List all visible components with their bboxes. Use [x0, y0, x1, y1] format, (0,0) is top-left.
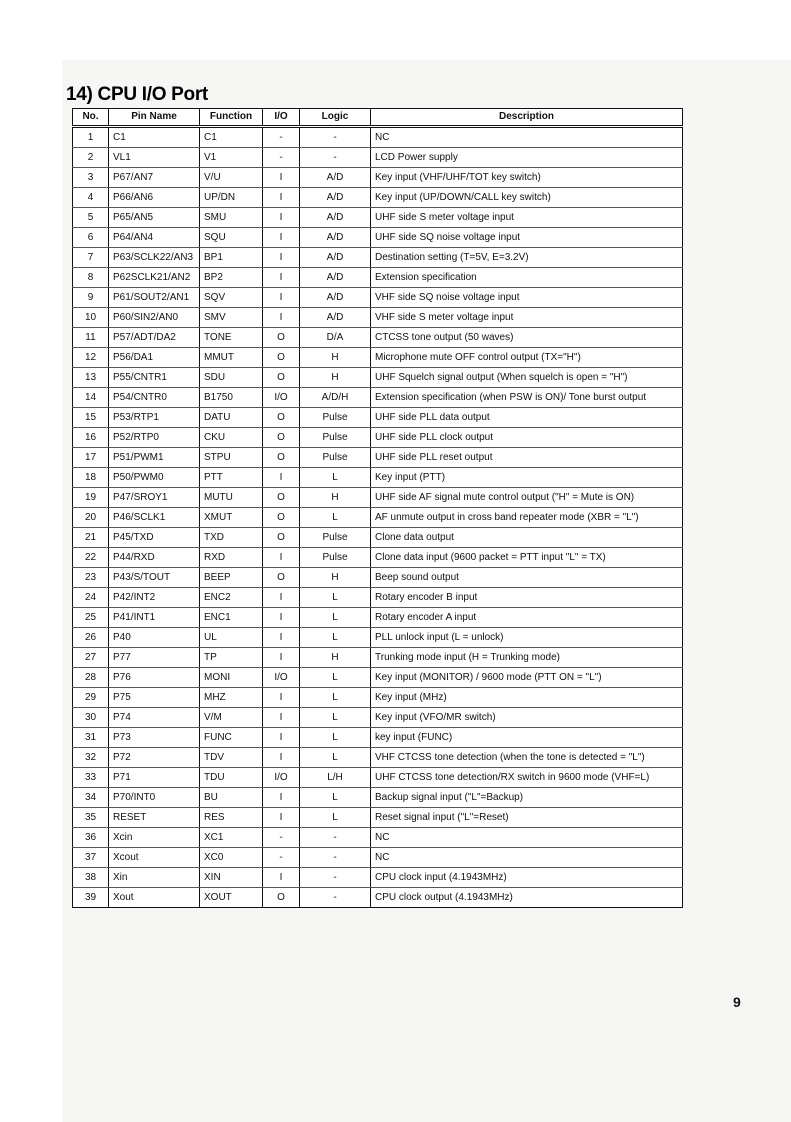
- cell-logic: H: [300, 488, 371, 508]
- cell-description: UHF side AF signal mute control output ("H" = Mute is ON): [371, 488, 683, 508]
- cell-description: Microphone mute OFF control output (TX="H"): [371, 348, 683, 368]
- cell-function: MHZ: [200, 688, 263, 708]
- table-row: [73, 408, 683, 428]
- header-function: Function: [200, 109, 263, 127]
- cell-logic: L: [300, 468, 371, 488]
- cell-no: 8: [73, 268, 109, 288]
- table-row: [73, 648, 683, 668]
- cell-description: NC: [371, 848, 683, 868]
- cell-function: BU: [200, 788, 263, 808]
- cell-pin-name: P61/SOUT2/AN1: [109, 288, 200, 308]
- cell-no: 6: [73, 228, 109, 248]
- cell-io: I: [263, 228, 300, 248]
- cell-no: 9: [73, 288, 109, 308]
- cell-function: C1: [200, 127, 263, 148]
- cpu-io-port-table: [72, 108, 683, 908]
- cell-logic: L: [300, 808, 371, 828]
- cell-logic: H: [300, 368, 371, 388]
- cell-function: BP1: [200, 248, 263, 268]
- cell-no: 22: [73, 548, 109, 568]
- table-row: [73, 688, 683, 708]
- cell-io: -: [263, 848, 300, 868]
- cell-function: TP: [200, 648, 263, 668]
- cell-logic: L: [300, 668, 371, 688]
- cell-function: TDV: [200, 748, 263, 768]
- cell-pin-name: P70/INT0: [109, 788, 200, 808]
- cell-logic: L: [300, 748, 371, 768]
- cell-io: I: [263, 288, 300, 308]
- cell-io: I: [263, 748, 300, 768]
- cell-logic: H: [300, 648, 371, 668]
- cell-logic: -: [300, 127, 371, 148]
- cell-description: Key input (PTT): [371, 468, 683, 488]
- table-row: [73, 548, 683, 568]
- cell-logic: -: [300, 888, 371, 908]
- cell-function: ENC1: [200, 608, 263, 628]
- table-row: [73, 248, 683, 268]
- cell-pin-name: P57/ADT/DA2: [109, 328, 200, 348]
- cell-io: O: [263, 368, 300, 388]
- cell-no: 25: [73, 608, 109, 628]
- cell-description: key input (FUNC): [371, 728, 683, 748]
- table-row: [73, 528, 683, 548]
- cell-logic: A/D: [300, 228, 371, 248]
- table-row: [73, 308, 683, 328]
- table-row: [73, 808, 683, 828]
- cell-logic: -: [300, 828, 371, 848]
- table-row: [73, 748, 683, 768]
- cell-pin-name: P67/AN7: [109, 168, 200, 188]
- cell-function: MONI: [200, 668, 263, 688]
- cell-io: I: [263, 808, 300, 828]
- table-row: [73, 728, 683, 748]
- cell-no: 31: [73, 728, 109, 748]
- cell-io: I: [263, 208, 300, 228]
- cell-description: Extension specification: [371, 268, 683, 288]
- cell-logic: Pulse: [300, 448, 371, 468]
- table-row: [73, 568, 683, 588]
- cell-pin-name: P66/AN6: [109, 188, 200, 208]
- table-row: [73, 348, 683, 368]
- cell-description: Key input (MHz): [371, 688, 683, 708]
- cell-logic: A/D: [300, 308, 371, 328]
- cell-io: I/O: [263, 388, 300, 408]
- cell-pin-name: P73: [109, 728, 200, 748]
- page-number: 9: [733, 994, 741, 1010]
- cell-function: DATU: [200, 408, 263, 428]
- cell-description: AF unmute output in cross band repeater mode (XBR = "L"): [371, 508, 683, 528]
- cell-pin-name: Xcout: [109, 848, 200, 868]
- cell-logic: Pulse: [300, 408, 371, 428]
- cell-logic: D/A: [300, 328, 371, 348]
- cell-io: -: [263, 127, 300, 148]
- cell-function: SMU: [200, 208, 263, 228]
- cell-no: 18: [73, 468, 109, 488]
- cell-no: 21: [73, 528, 109, 548]
- cell-io: I: [263, 788, 300, 808]
- cell-io: O: [263, 448, 300, 468]
- cell-pin-name: P53/RTP1: [109, 408, 200, 428]
- cell-function: XIN: [200, 868, 263, 888]
- cell-io: I: [263, 708, 300, 728]
- cell-logic: L/H: [300, 768, 371, 788]
- cell-no: 16: [73, 428, 109, 448]
- cell-io: I: [263, 268, 300, 288]
- cell-description: NC: [371, 828, 683, 848]
- table-row: [73, 288, 683, 308]
- cell-description: Extension specification (when PSW is ON)/ Tone burst output: [371, 388, 683, 408]
- cell-description: UHF side PLL clock output: [371, 428, 683, 448]
- cell-function: BP2: [200, 268, 263, 288]
- cell-function: TXD: [200, 528, 263, 548]
- cell-logic: -: [300, 148, 371, 168]
- cell-pin-name: RESET: [109, 808, 200, 828]
- cell-io: I: [263, 608, 300, 628]
- cell-function: XMUT: [200, 508, 263, 528]
- cell-io: I: [263, 588, 300, 608]
- cell-logic: L: [300, 508, 371, 528]
- cell-description: Key input (VHF/UHF/TOT key switch): [371, 168, 683, 188]
- cell-description: Key input (UP/DOWN/CALL key switch): [371, 188, 683, 208]
- cell-description: NC: [371, 127, 683, 148]
- cell-pin-name: P50/PWM0: [109, 468, 200, 488]
- table-row: [73, 148, 683, 168]
- cell-no: 11: [73, 328, 109, 348]
- cell-no: 10: [73, 308, 109, 328]
- table-row: [73, 828, 683, 848]
- cell-io: O: [263, 428, 300, 448]
- cell-pin-name: P62SCLK21/AN2: [109, 268, 200, 288]
- cell-no: 34: [73, 788, 109, 808]
- cell-logic: L: [300, 788, 371, 808]
- cell-pin-name: P63/SCLK22/AN3: [109, 248, 200, 268]
- cell-function: SQV: [200, 288, 263, 308]
- cell-logic: A/D: [300, 208, 371, 228]
- cell-io: I: [263, 308, 300, 328]
- cell-function: XOUT: [200, 888, 263, 908]
- table-row: [73, 188, 683, 208]
- cell-no: 37: [73, 848, 109, 868]
- cell-no: 4: [73, 188, 109, 208]
- table-row: [73, 168, 683, 188]
- cell-pin-name: P40: [109, 628, 200, 648]
- cell-description: VHF side S meter voltage input: [371, 308, 683, 328]
- cell-io: O: [263, 328, 300, 348]
- table-row: [73, 488, 683, 508]
- cell-no: 7: [73, 248, 109, 268]
- cell-pin-name: P43/S/TOUT: [109, 568, 200, 588]
- table-row: [73, 608, 683, 628]
- header-io: I/O: [263, 109, 300, 127]
- cell-no: 1: [73, 127, 109, 148]
- cell-no: 30: [73, 708, 109, 728]
- cell-no: 39: [73, 888, 109, 908]
- cell-function: STPU: [200, 448, 263, 468]
- cell-no: 29: [73, 688, 109, 708]
- cell-io: I: [263, 188, 300, 208]
- cell-pin-name: P72: [109, 748, 200, 768]
- cell-function: V/M: [200, 708, 263, 728]
- cell-logic: -: [300, 868, 371, 888]
- cell-pin-name: P71: [109, 768, 200, 788]
- cell-description: Trunking mode input (H = Trunking mode): [371, 648, 683, 668]
- table-row: [73, 268, 683, 288]
- cell-io: I: [263, 688, 300, 708]
- cell-function: MMUT: [200, 348, 263, 368]
- cell-io: I: [263, 728, 300, 748]
- cell-logic: A/D: [300, 168, 371, 188]
- cell-io: I/O: [263, 768, 300, 788]
- cell-pin-name: P45/TXD: [109, 528, 200, 548]
- cell-function: CKU: [200, 428, 263, 448]
- cell-logic: Pulse: [300, 548, 371, 568]
- cell-function: V1: [200, 148, 263, 168]
- table-row: [73, 768, 683, 788]
- cell-logic: Pulse: [300, 428, 371, 448]
- cell-logic: L: [300, 728, 371, 748]
- cell-io: I: [263, 248, 300, 268]
- cell-logic: A/D: [300, 248, 371, 268]
- cell-logic: L: [300, 588, 371, 608]
- cell-pin-name: P65/AN5: [109, 208, 200, 228]
- cell-function: PTT: [200, 468, 263, 488]
- cell-description: UHF side PLL reset output: [371, 448, 683, 468]
- table-row: [73, 868, 683, 888]
- table-row: [73, 588, 683, 608]
- header-pin-name: Pin Name: [109, 109, 200, 127]
- cell-no: 26: [73, 628, 109, 648]
- cell-no: 19: [73, 488, 109, 508]
- table-row: [73, 388, 683, 408]
- cell-pin-name: Xcin: [109, 828, 200, 848]
- cell-no: 2: [73, 148, 109, 168]
- cell-description: Clone data output: [371, 528, 683, 548]
- cell-description: PLL unlock input (L = unlock): [371, 628, 683, 648]
- cell-io: I/O: [263, 668, 300, 688]
- cell-description: Backup signal input ("L"=Backup): [371, 788, 683, 808]
- cell-logic: L: [300, 608, 371, 628]
- cell-description: UHF Squelch signal output (When squelch is open = "H"): [371, 368, 683, 388]
- cell-description: VHF CTCSS tone detection (when the tone is detected = "L"): [371, 748, 683, 768]
- cell-description: UHF side SQ noise voltage input: [371, 228, 683, 248]
- cell-no: 27: [73, 648, 109, 668]
- cell-pin-name: P42/INT2: [109, 588, 200, 608]
- cell-io: O: [263, 348, 300, 368]
- cell-description: LCD Power supply: [371, 148, 683, 168]
- cell-function: XC0: [200, 848, 263, 868]
- cell-function: XC1: [200, 828, 263, 848]
- table-row: [73, 428, 683, 448]
- cell-io: I: [263, 868, 300, 888]
- cell-no: 17: [73, 448, 109, 468]
- table-row: [73, 368, 683, 388]
- cell-pin-name: P77: [109, 648, 200, 668]
- cell-function: UL: [200, 628, 263, 648]
- cell-pin-name: P51/PWM1: [109, 448, 200, 468]
- cell-logic: Pulse: [300, 528, 371, 548]
- cell-no: 36: [73, 828, 109, 848]
- cell-logic: H: [300, 568, 371, 588]
- cell-description: Destination setting (T=5V, E=3.2V): [371, 248, 683, 268]
- table-row: [73, 788, 683, 808]
- cell-io: I: [263, 468, 300, 488]
- cell-logic: A/D: [300, 188, 371, 208]
- cell-io: O: [263, 408, 300, 428]
- cell-function: MUTU: [200, 488, 263, 508]
- cell-function: V/U: [200, 168, 263, 188]
- table-row: [73, 628, 683, 648]
- cell-function: SDU: [200, 368, 263, 388]
- cell-pin-name: P47/SROY1: [109, 488, 200, 508]
- cell-pin-name: P55/CNTR1: [109, 368, 200, 388]
- cell-io: O: [263, 488, 300, 508]
- table-row: [73, 468, 683, 488]
- table-row: [73, 708, 683, 728]
- cell-io: O: [263, 528, 300, 548]
- cell-logic: L: [300, 688, 371, 708]
- cell-function: FUNC: [200, 728, 263, 748]
- cell-function: BEEP: [200, 568, 263, 588]
- cell-io: O: [263, 568, 300, 588]
- cell-pin-name: P76: [109, 668, 200, 688]
- cell-description: Clone data input (9600 packet = PTT input "L" = TX): [371, 548, 683, 568]
- cell-function: B1750: [200, 388, 263, 408]
- cell-no: 28: [73, 668, 109, 688]
- cell-pin-name: P54/CNTR0: [109, 388, 200, 408]
- cell-function: TONE: [200, 328, 263, 348]
- cell-pin-name: P60/SIN2/AN0: [109, 308, 200, 328]
- cell-description: Key input (VFO/MR switch): [371, 708, 683, 728]
- table-row: [73, 127, 683, 148]
- cell-io: O: [263, 888, 300, 908]
- cell-io: I: [263, 168, 300, 188]
- cell-no: 13: [73, 368, 109, 388]
- cell-function: SMV: [200, 308, 263, 328]
- cell-logic: A/D: [300, 288, 371, 308]
- cell-description: UHF side S meter voltage input: [371, 208, 683, 228]
- cell-no: 15: [73, 408, 109, 428]
- cell-no: 35: [73, 808, 109, 828]
- header-description: Description: [371, 109, 683, 127]
- cell-description: Rotary encoder A input: [371, 608, 683, 628]
- cell-pin-name: P64/AN4: [109, 228, 200, 248]
- cell-description: Key input (MONITOR) / 9600 mode (PTT ON = "L"): [371, 668, 683, 688]
- cell-logic: H: [300, 348, 371, 368]
- cell-description: VHF side SQ noise voltage input: [371, 288, 683, 308]
- cell-pin-name: VL1: [109, 148, 200, 168]
- table-row: [73, 228, 683, 248]
- cell-function: TDU: [200, 768, 263, 788]
- table-row: [73, 448, 683, 468]
- cell-pin-name: C1: [109, 127, 200, 148]
- cell-pin-name: P74: [109, 708, 200, 728]
- table-row: [73, 888, 683, 908]
- table-row: [73, 208, 683, 228]
- cell-pin-name: Xin: [109, 868, 200, 888]
- table-body: [73, 127, 683, 908]
- cell-no: 24: [73, 588, 109, 608]
- table-row: [73, 508, 683, 528]
- cell-no: 32: [73, 748, 109, 768]
- cell-description: CPU clock input (4.1943MHz): [371, 868, 683, 888]
- cell-io: -: [263, 828, 300, 848]
- cell-no: 38: [73, 868, 109, 888]
- cell-io: I: [263, 548, 300, 568]
- cell-no: 3: [73, 168, 109, 188]
- cell-description: Reset signal input ("L"=Reset): [371, 808, 683, 828]
- table-row: [73, 668, 683, 688]
- cell-pin-name: P44/RXD: [109, 548, 200, 568]
- cell-logic: A/D: [300, 268, 371, 288]
- cell-pin-name: Xout: [109, 888, 200, 908]
- cell-function: ENC2: [200, 588, 263, 608]
- cell-description: CTCSS tone output (50 waves): [371, 328, 683, 348]
- cell-function: SQU: [200, 228, 263, 248]
- cell-pin-name: P52/RTP0: [109, 428, 200, 448]
- cell-function: UP/DN: [200, 188, 263, 208]
- cell-io: I: [263, 648, 300, 668]
- header-logic: Logic: [300, 109, 371, 127]
- cell-no: 33: [73, 768, 109, 788]
- cell-function: RES: [200, 808, 263, 828]
- cell-description: UHF side PLL data output: [371, 408, 683, 428]
- cell-description: UHF CTCSS tone detection/RX switch in 9600 mode (VHF=L): [371, 768, 683, 788]
- cell-io: O: [263, 508, 300, 528]
- cell-io: -: [263, 148, 300, 168]
- cell-no: 14: [73, 388, 109, 408]
- cell-pin-name: P46/SCLK1: [109, 508, 200, 528]
- cell-pin-name: P75: [109, 688, 200, 708]
- cell-no: 5: [73, 208, 109, 228]
- cell-logic: -: [300, 848, 371, 868]
- table-row: [73, 848, 683, 868]
- table-header-row: [73, 109, 683, 127]
- cell-pin-name: P41/INT1: [109, 608, 200, 628]
- cell-logic: A/D/H: [300, 388, 371, 408]
- cell-no: 12: [73, 348, 109, 368]
- cell-function: RXD: [200, 548, 263, 568]
- cell-pin-name: P56/DA1: [109, 348, 200, 368]
- table-row: [73, 328, 683, 348]
- section-title: 14) CPU I/O Port: [66, 84, 208, 105]
- cell-description: CPU clock output (4.1943MHz): [371, 888, 683, 908]
- cell-no: 23: [73, 568, 109, 588]
- cell-description: Beep sound output: [371, 568, 683, 588]
- cell-io: I: [263, 628, 300, 648]
- cell-logic: L: [300, 708, 371, 728]
- header-no: No.: [73, 109, 109, 127]
- cell-description: Rotary encoder B input: [371, 588, 683, 608]
- cell-no: 20: [73, 508, 109, 528]
- cell-logic: L: [300, 628, 371, 648]
